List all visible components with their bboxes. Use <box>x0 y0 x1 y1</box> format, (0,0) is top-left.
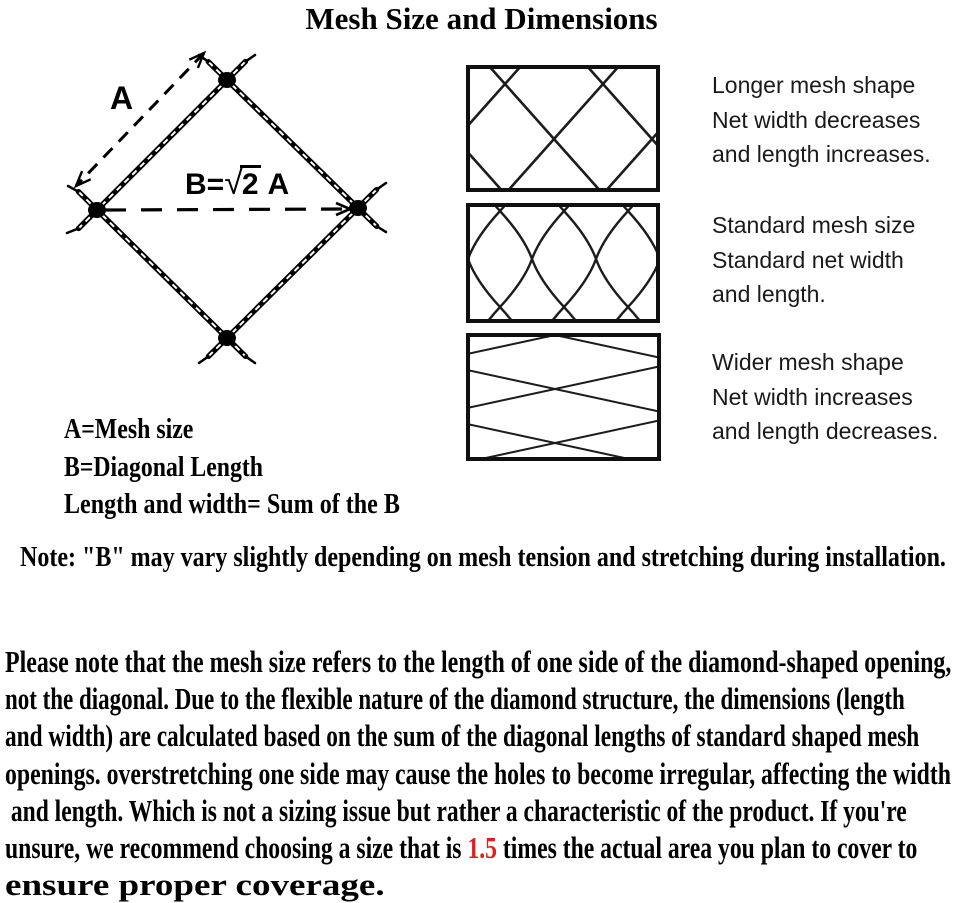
description-line: and length. <box>712 281 826 307</box>
note-text <box>20 541 963 575</box>
wider-mesh-description <box>712 345 938 449</box>
description-line: Longer mesh shape <box>712 72 916 98</box>
wider-mesh-image <box>470 337 657 457</box>
description-line: and length increases. <box>712 141 931 167</box>
longer-mesh-photo-frame <box>466 65 660 192</box>
paragraph-line: and length. Which is not a sizing issue but rather a characteristic of the product. If you're <box>5 792 907 828</box>
paragraph-line: Please note that the mesh size refers to the length of one side of the diamond-shaped opening, <box>5 644 952 679</box>
paragraph-line: and width) are calculated based on the sum of the diagonal lengths of standard shaped mesh <box>5 718 920 754</box>
formula-radicand: 2 <box>240 165 261 201</box>
paragraph-closing-line: ensure proper coverage. <box>5 867 385 903</box>
standard-mesh-image <box>470 207 656 319</box>
standard-mesh-description <box>712 208 915 312</box>
legend <box>64 411 469 524</box>
standard-mesh-photo-frame <box>466 203 660 323</box>
legend-line-sum: Length and width= Sum of the B <box>64 488 400 520</box>
note-line: Note: "B" may vary slightly depending on mesh tension and stretching during installation. <box>20 542 946 573</box>
diamond-mesh-diagram <box>20 40 420 370</box>
formula-prefix: B= <box>185 168 225 201</box>
description-line: Net width increases <box>712 383 913 410</box>
paragraph-line: openings. overstretching one side may cause the holes to become irregular, affecting the width <box>5 755 952 791</box>
highlight-value: 1.5 <box>467 830 498 866</box>
page-title: Mesh Size and Dimensions <box>305 1 658 36</box>
description-line: Standard mesh size <box>712 212 916 238</box>
paragraph-line: not the diagonal. Due to the flexible nature of the diamond structure, the dimensions (length <box>5 681 905 717</box>
description-line: and length decreases. <box>712 418 939 444</box>
legend-line-a: A=Mesh size <box>64 413 194 445</box>
longer-mesh-description <box>712 68 931 172</box>
longer-mesh-image <box>470 69 656 188</box>
legend-line-b: B=Diagonal Length <box>64 450 263 483</box>
description-line: Standard net width <box>712 246 904 273</box>
highlight-line-after: times the actual area you plan to cover to <box>497 830 918 866</box>
highlight-line-before: unsure, we recommend choosing a size that is <box>5 830 468 866</box>
paragraph-line-highlight <box>5 829 917 866</box>
diagonal-b-dimension-line <box>105 203 350 215</box>
explanation-paragraph <box>5 643 963 903</box>
formula-suffix: A <box>267 168 290 201</box>
wider-mesh-photo-frame <box>466 333 661 461</box>
sqrt-symbol: √ <box>224 164 243 202</box>
description-line: Net width decreases <box>712 106 921 133</box>
description-line: Wider mesh shape <box>712 349 904 375</box>
side-length-label: A <box>110 80 134 116</box>
diagonal-formula-label <box>185 164 289 203</box>
